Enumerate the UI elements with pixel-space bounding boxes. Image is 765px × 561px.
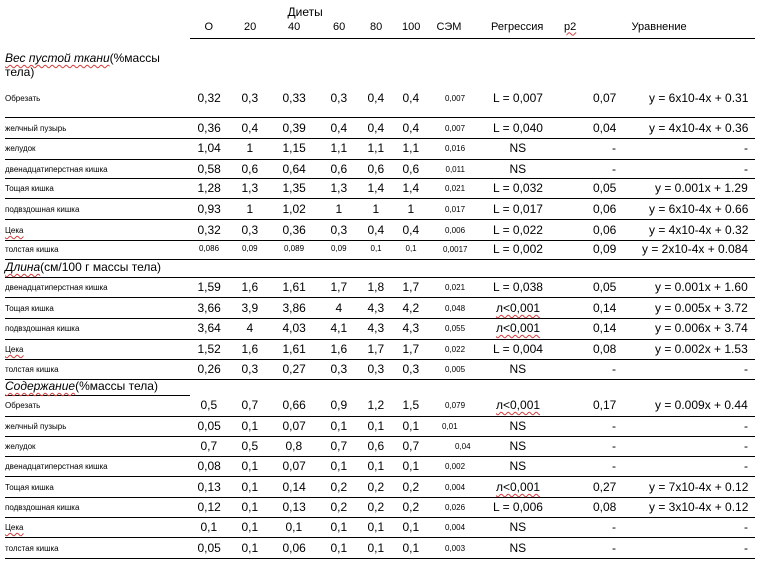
- diet-value-cell: 1: [372, 202, 380, 216]
- diet-value-cell: 0,07: [282, 419, 306, 433]
- row-label: Цека: [5, 345, 24, 354]
- equation-cell: y = 3x10-4x + 0.12: [649, 500, 749, 514]
- column-header: О: [204, 20, 214, 33]
- table-rule: [5, 558, 755, 559]
- diet-value-cell: 3,66: [197, 301, 221, 315]
- diet-value-cell: 1,61: [282, 280, 306, 294]
- diet-value-cell: 0,93: [197, 202, 221, 216]
- diet-value-cell: 0,1: [330, 541, 348, 555]
- section-title-part: Длина: [5, 260, 41, 274]
- column-header: 40: [288, 20, 301, 33]
- equation-cell: -: [744, 362, 748, 376]
- sem-cell: 0,026: [445, 503, 466, 512]
- diet-value-cell: 0,1: [402, 459, 420, 473]
- diet-value-cell: 1,6: [241, 342, 259, 356]
- regression-cell: л<0,001: [496, 398, 541, 412]
- sem-cell: 0,0017: [443, 245, 468, 254]
- diet-value-cell: 0,13: [197, 480, 221, 494]
- sem-cell: 0,017: [445, 205, 466, 214]
- diet-value-cell: 0,7: [402, 439, 420, 453]
- equation-cell: y = 6x10-4x + 0.31: [649, 91, 749, 105]
- diet-value-cell: 0,1: [367, 520, 385, 534]
- diet-value-cell: 0,2: [402, 500, 420, 514]
- equation-cell: y = 0.002x + 1.53: [655, 342, 748, 356]
- diet-value-cell: 0,32: [197, 91, 221, 105]
- diet-value-cell: 0,4: [402, 121, 420, 135]
- section-title-part: Вес пустой ткани: [5, 51, 110, 65]
- regression-cell: л<0,001: [496, 301, 541, 315]
- diet-value-cell: 0,39: [282, 121, 306, 135]
- column-header: 80: [370, 20, 383, 33]
- diet-value-cell: 0,4: [330, 121, 348, 135]
- diet-value-cell: 1,4: [402, 181, 420, 195]
- equation-cell: y = 0.009x + 0.44: [655, 398, 748, 412]
- table-rule: [5, 537, 755, 538]
- diet-value-cell: 0,1: [285, 520, 303, 534]
- regression-cell: L = 0,040: [493, 121, 543, 135]
- diet-value-cell: 1: [335, 202, 343, 216]
- diet-value-cell: 1,5: [402, 398, 420, 412]
- diet-value-cell: 1,1: [330, 141, 348, 155]
- equation-cell: y = 0.001x + 1.29: [655, 181, 748, 195]
- diet-value-cell: 0,1: [402, 419, 420, 433]
- equation-cell: -: [744, 162, 748, 176]
- equation-cell: y = 0.001x + 1.60: [655, 280, 748, 294]
- row-label: желчный пузырь: [5, 422, 67, 431]
- diet-value-cell: 4: [335, 301, 343, 315]
- regression-cell: NS: [509, 439, 527, 453]
- table-rule: [5, 416, 755, 417]
- diet-value-cell: 1,7: [367, 342, 385, 356]
- equation-cell: -: [744, 459, 748, 473]
- diet-value-cell: 0,64: [282, 162, 306, 176]
- equation-cell: y = 6x10-4x + 0.66: [649, 202, 749, 216]
- diet-value-cell: 0,7: [200, 439, 218, 453]
- diet-value-cell: 1,15: [282, 141, 306, 155]
- regression-cell: NS: [509, 162, 527, 176]
- diet-value-cell: 0,1: [367, 541, 385, 555]
- section-title: [5, 380, 158, 392]
- diet-value-cell: 0,1: [330, 419, 348, 433]
- diet-value-cell: 1,8: [367, 280, 385, 294]
- diet-value-cell: 0,1: [241, 419, 259, 433]
- diet-value-cell: 0,32: [197, 223, 221, 237]
- table-rule: [5, 497, 755, 498]
- table-rule: [190, 38, 755, 39]
- r2-cell: 0,06: [593, 202, 617, 216]
- diet-value-cell: 0,1: [402, 520, 420, 534]
- regression-cell: NS: [509, 362, 527, 376]
- table-rule: [5, 436, 755, 437]
- r2-cell: 0,17: [593, 398, 617, 412]
- section-title-part: (%массы: [109, 51, 160, 65]
- diet-value-cell: 1,59: [197, 280, 221, 294]
- diet-value-cell: 0,14: [282, 480, 306, 494]
- diet-value-cell: 0,1: [241, 480, 259, 494]
- regression-cell: L = 0,032: [493, 181, 543, 195]
- r2-cell: 0,27: [593, 480, 617, 494]
- table-rule: [5, 476, 755, 477]
- row-label: желчный пузырь: [5, 124, 67, 133]
- diet-value-cell: 0,3: [402, 362, 420, 376]
- sem-cell: 0,004: [445, 483, 466, 492]
- regression-cell: L = 0,007: [493, 91, 543, 105]
- diet-value-cell: 0,05: [197, 541, 221, 555]
- diet-value-cell: 0,1: [402, 541, 420, 555]
- equation-cell: y = 7x10-4x + 0.12: [649, 480, 749, 494]
- diet-value-cell: 3,9: [241, 301, 259, 315]
- diet-value-cell: 0,6: [367, 439, 385, 453]
- diet-value-cell: 0,3: [330, 91, 348, 105]
- diet-value-cell: 0,66: [282, 398, 306, 412]
- sem-cell: 0,011: [445, 165, 465, 174]
- diet-value-cell: 0,4: [367, 91, 385, 105]
- diet-value-cell: 0,27: [282, 362, 306, 376]
- diet-value-cell: 0,08: [197, 459, 221, 473]
- diet-value-cell: 4,1: [330, 321, 348, 335]
- diet-group-header: Диеты: [287, 5, 323, 19]
- diet-value-cell: 0,05: [197, 419, 221, 433]
- r2-cell: -: [612, 459, 616, 473]
- sem-cell: 0,055: [445, 324, 466, 333]
- row-label: Обрезать: [5, 94, 41, 103]
- diet-value-cell: 1,28: [197, 181, 221, 195]
- section-title: [5, 52, 160, 64]
- regression-cell: L = 0,017: [493, 202, 543, 216]
- row-label: желудок: [5, 442, 36, 451]
- column-header: СЭМ: [436, 20, 462, 33]
- r2-cell: 0,07: [593, 91, 617, 105]
- diet-value-cell: 0,06: [282, 541, 306, 555]
- row-label: Тощая кишка: [5, 483, 54, 492]
- sem-cell: 0,021: [445, 283, 466, 292]
- diet-value-cell: 0,6: [402, 162, 420, 176]
- sem-cell: 0,022: [445, 345, 466, 354]
- table-rule: [5, 395, 190, 396]
- diet-value-cell: 1,7: [402, 342, 420, 356]
- regression-cell: L = 0,022: [493, 223, 543, 237]
- sem-cell: 0,003: [445, 544, 466, 553]
- diet-value-cell: 0,6: [330, 162, 348, 176]
- diet-value-cell: 0,3: [330, 223, 348, 237]
- equation-cell: y = 4x10-4x + 0.36: [649, 121, 749, 135]
- row-label: толстая кишка: [5, 245, 59, 254]
- diet-value-cell: 4,3: [402, 321, 420, 335]
- diet-value-cell: 1,02: [282, 202, 306, 216]
- r2-cell: 0,04: [593, 121, 617, 135]
- table-rule: [5, 456, 755, 457]
- table-rule: [5, 159, 755, 160]
- diet-value-cell: 0,1: [370, 244, 382, 253]
- regression-cell: л<0,001: [496, 480, 541, 494]
- diet-value-cell: 1,6: [241, 280, 259, 294]
- sem-cell: 0,007: [445, 124, 466, 133]
- diet-value-cell: 0,5: [241, 439, 259, 453]
- diet-value-cell: 1,4: [367, 181, 385, 195]
- diet-value-cell: 1,7: [330, 280, 348, 294]
- diet-value-cell: 0,9: [330, 398, 348, 412]
- diet-value-cell: 0,2: [367, 500, 385, 514]
- equation-cell: -: [744, 419, 748, 433]
- diet-value-cell: 0,2: [330, 480, 348, 494]
- r2-cell: 0,05: [593, 181, 617, 195]
- row-label: подвздошная кишка: [5, 503, 80, 512]
- row-label: Тощая кишка: [5, 304, 54, 313]
- diet-value-cell: 1: [246, 141, 254, 155]
- row-label: Обрезать: [5, 401, 41, 410]
- row-label: толстая кишка: [5, 544, 59, 553]
- table-rule: [5, 178, 755, 179]
- row-label: Тощая кишка: [5, 184, 54, 193]
- table-rule: [5, 240, 755, 241]
- diet-value-cell: 0,3: [241, 362, 259, 376]
- sem-cell: 0,021: [445, 184, 466, 193]
- r2-cell: 0,06: [593, 223, 617, 237]
- diet-value-cell: 0,4: [367, 121, 385, 135]
- sem-cell: 0,048: [445, 304, 466, 313]
- diet-value-cell: 0,7: [241, 398, 259, 412]
- diet-value-cell: 1: [246, 202, 254, 216]
- diet-value-cell: 0,086: [199, 244, 220, 253]
- row-label: желудок: [5, 144, 36, 153]
- sem-cell: 0,005: [445, 365, 466, 374]
- equation-cell: y = 4x10-4x + 0.32: [649, 223, 749, 237]
- diet-value-cell: 0,13: [282, 500, 306, 514]
- r2-cell: 0,05: [593, 280, 617, 294]
- diet-value-cell: 0,3: [330, 362, 348, 376]
- diet-value-cell: 0,1: [241, 459, 259, 473]
- diet-value-cell: 0,1: [405, 244, 417, 253]
- diet-value-cell: 0,1: [241, 500, 259, 514]
- diet-value-cell: 0,07: [282, 459, 306, 473]
- r2-cell: 0,08: [593, 342, 617, 356]
- r2-cell: -: [612, 141, 616, 155]
- regression-cell: NS: [509, 520, 527, 534]
- equation-cell: -: [744, 520, 748, 534]
- diet-value-cell: 0,12: [197, 500, 221, 514]
- table-rule: [5, 277, 755, 278]
- equation-cell: y = 0.005x + 3.72: [655, 301, 748, 315]
- section-title-line2: тела): [5, 65, 35, 79]
- r2-cell: -: [612, 439, 616, 453]
- table-rule: [5, 138, 755, 139]
- diet-value-cell: 0,7: [330, 439, 348, 453]
- column-header: Уравнение: [631, 20, 687, 33]
- sem-cell: 0,004: [445, 523, 466, 532]
- diet-value-cell: 0,8: [285, 439, 303, 453]
- diet-value-cell: 4,03: [282, 321, 306, 335]
- sem-cell: 0,079: [445, 401, 466, 410]
- diet-value-cell: 0,3: [367, 362, 385, 376]
- column-header: р2: [564, 20, 577, 33]
- table-rule: [5, 318, 755, 319]
- diet-value-cell: 0,1: [241, 541, 259, 555]
- table-rule: [5, 117, 755, 118]
- row-label: толстая кишка: [5, 365, 59, 374]
- row-label: Цека: [5, 523, 24, 532]
- sem-cell: 0,01: [442, 422, 458, 431]
- diet-value-cell: 0,089: [284, 244, 305, 253]
- row-label: подвздошная кишка: [5, 324, 80, 333]
- diet-value-cell: 1,04: [197, 141, 221, 155]
- table-rule: [5, 198, 755, 199]
- table-rule: [5, 339, 755, 340]
- diet-value-cell: 0,3: [241, 91, 259, 105]
- diet-value-cell: 1,52: [197, 342, 221, 356]
- diet-value-cell: 0,4: [367, 223, 385, 237]
- diet-value-cell: 0,26: [197, 362, 221, 376]
- diet-value-cell: 0,36: [197, 121, 221, 135]
- equation-cell: -: [744, 541, 748, 555]
- r2-cell: 0,08: [593, 500, 617, 514]
- diet-value-cell: 0,1: [367, 419, 385, 433]
- diet-value-cell: 0,6: [241, 162, 259, 176]
- regression-cell: L = 0,002: [493, 242, 543, 256]
- table-rule: [5, 219, 755, 220]
- row-label: подвздошная кишка: [5, 205, 80, 214]
- equation-cell: -: [744, 439, 748, 453]
- regression-cell: NS: [509, 541, 527, 555]
- r2-cell: -: [612, 162, 616, 176]
- diet-value-cell: 0,58: [197, 162, 221, 176]
- diet-value-cell: 0,4: [402, 91, 420, 105]
- regression-cell: NS: [509, 141, 527, 155]
- diet-value-cell: 1,6: [330, 342, 348, 356]
- row-label: двенадцатиперстная кишка: [5, 462, 108, 471]
- regression-cell: NS: [509, 459, 527, 473]
- diet-value-cell: 4: [246, 321, 254, 335]
- diet-value-cell: 4,3: [367, 301, 385, 315]
- diet-value-cell: 0,1: [330, 520, 348, 534]
- diet-value-cell: 1,1: [367, 141, 385, 155]
- diet-value-cell: 0,2: [330, 500, 348, 514]
- diet-value-cell: 0,1: [241, 520, 259, 534]
- diet-value-cell: 0,09: [242, 244, 258, 253]
- sem-cell: 0,006: [445, 226, 466, 235]
- diet-value-cell: 4,3: [367, 321, 385, 335]
- diet-value-cell: 0,4: [241, 121, 259, 135]
- r2-cell: -: [612, 520, 616, 534]
- diet-value-cell: 1,3: [330, 181, 348, 195]
- diet-value-cell: 1,3: [241, 181, 259, 195]
- diet-value-cell: 1,7: [402, 280, 420, 294]
- regression-cell: L = 0,004: [493, 342, 543, 356]
- table-rule: [5, 517, 755, 518]
- equation-cell: y = 2x10-4x + 0.084: [642, 242, 749, 256]
- row-label: Цека: [5, 226, 24, 235]
- sem-cell: 0,016: [445, 144, 466, 153]
- diet-value-cell: 0,3: [241, 223, 259, 237]
- section-title-part: (%массы тела): [75, 379, 158, 393]
- diet-value-cell: 0,1: [200, 520, 218, 534]
- diet-value-cell: 0,1: [367, 459, 385, 473]
- diet-value-cell: 1,61: [282, 342, 306, 356]
- diet-value-cell: 1: [407, 202, 415, 216]
- equation-cell: -: [744, 141, 748, 155]
- diet-value-cell: 1,35: [282, 181, 306, 195]
- diet-value-cell: 0,33: [282, 91, 306, 105]
- section-title-part: (см/100 г массы тела): [40, 260, 162, 274]
- row-label: двенадцатиперстная кишка: [5, 283, 108, 292]
- table-rule: [5, 297, 755, 298]
- sem-cell: 0,007: [445, 94, 466, 103]
- r2-cell: -: [612, 419, 616, 433]
- diet-value-cell: 0,1: [330, 459, 348, 473]
- diet-value-cell: 0,4: [402, 223, 420, 237]
- column-header: Регрессия: [491, 20, 544, 33]
- r2-cell: 0,14: [593, 321, 617, 335]
- diet-value-cell: 0,36: [282, 223, 306, 237]
- r2-cell: -: [612, 541, 616, 555]
- column-header: 20: [244, 20, 257, 33]
- diet-value-cell: 3,86: [282, 301, 306, 315]
- diet-value-cell: 3,64: [197, 321, 221, 335]
- r2-cell: 0,14: [593, 301, 617, 315]
- diet-value-cell: 0,2: [367, 480, 385, 494]
- r2-cell: 0,09: [593, 242, 617, 256]
- row-label: двенадцатиперстная кишка: [5, 165, 108, 174]
- diet-value-cell: 1,1: [402, 141, 420, 155]
- sem-cell: 0,002: [445, 462, 466, 471]
- regression-cell: L = 0,038: [493, 280, 543, 294]
- diet-value-cell: 0,5: [200, 398, 218, 412]
- column-header: 100: [402, 20, 421, 33]
- sem-cell: 0,04: [455, 442, 471, 451]
- equation-cell: y = 0.006x + 3.74: [655, 321, 748, 335]
- column-header: 60: [333, 20, 346, 33]
- section-title-part: Содержание: [5, 379, 76, 393]
- regression-cell: NS: [509, 419, 527, 433]
- regression-cell: л<0,001: [496, 321, 541, 335]
- diet-value-cell: 4,2: [402, 301, 420, 315]
- diet-value-cell: 0,2: [402, 480, 420, 494]
- regression-cell: L = 0,006: [493, 500, 543, 514]
- diet-value-cell: 1,2: [367, 398, 385, 412]
- diet-value-cell: 0,09: [331, 244, 347, 253]
- r2-cell: -: [612, 362, 616, 376]
- table-rule: [5, 359, 755, 360]
- diet-value-cell: 0,6: [367, 162, 385, 176]
- section-title: [5, 261, 161, 273]
